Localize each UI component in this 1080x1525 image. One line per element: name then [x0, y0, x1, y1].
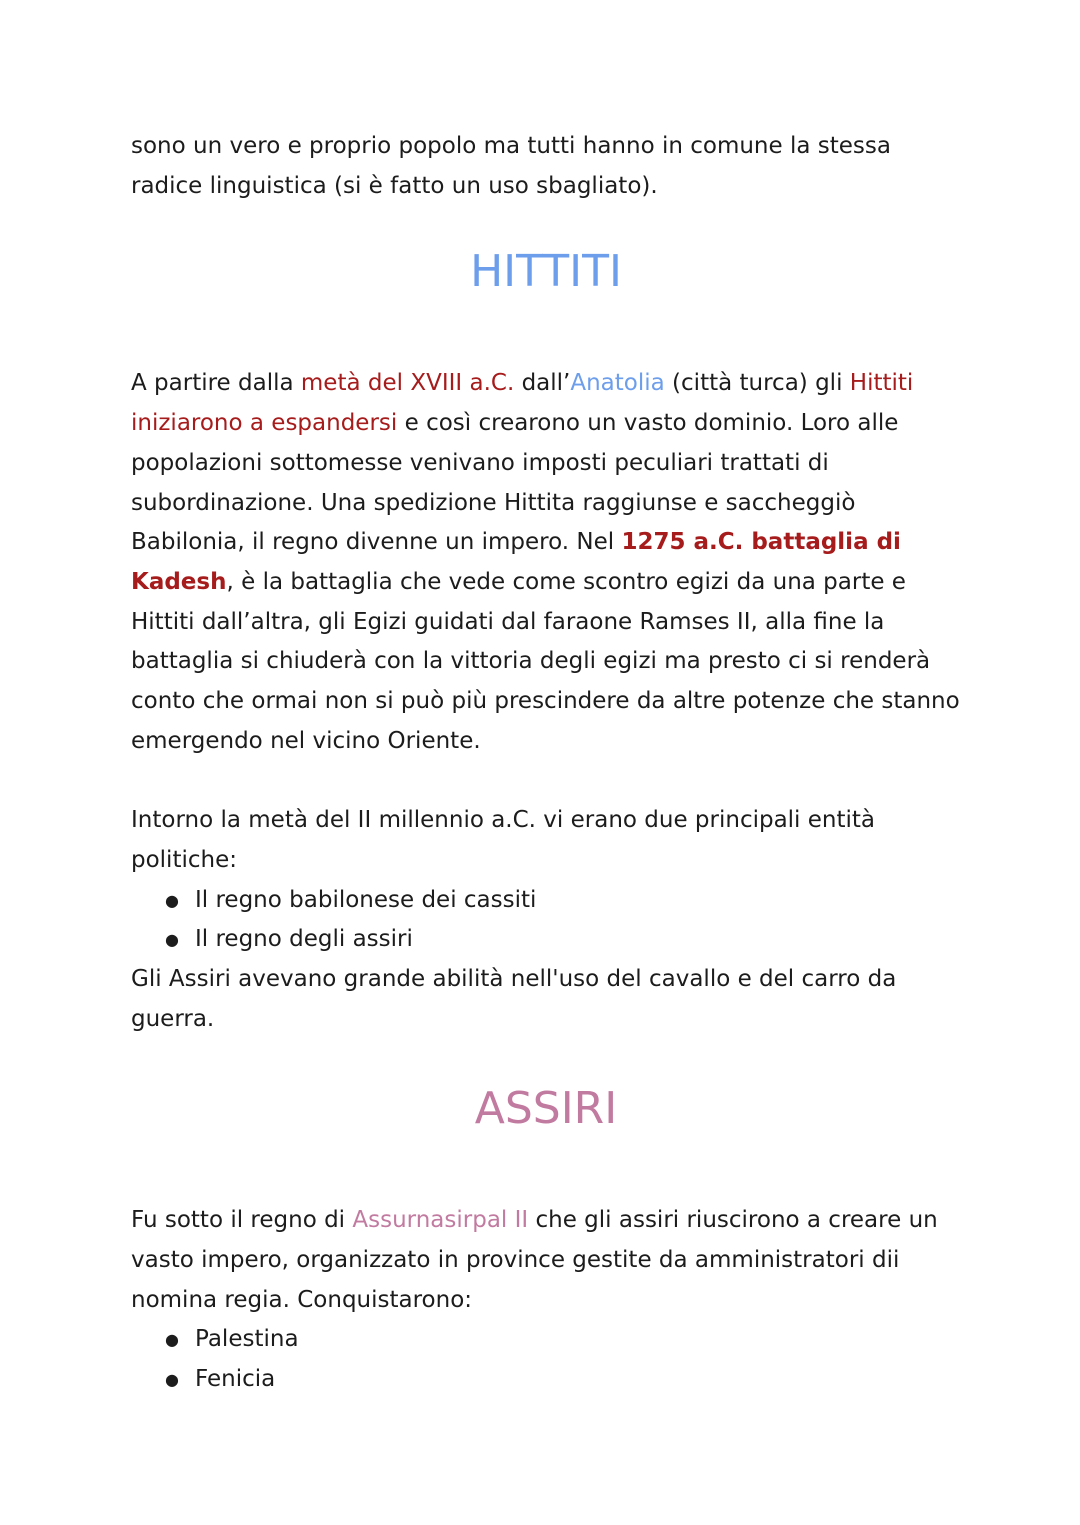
highlight-anatolia: Anatolia	[570, 370, 665, 397]
list-item-text: Il regno babilonese dei cassiti	[195, 886, 537, 913]
hittiti-paragraph-3: Gli Assiri avevano grande abilità nell'uso del cavallo e del carro da guerra.	[131, 965, 897, 1032]
heading-assiri: ASSIRI	[474, 1083, 618, 1135]
list-item	[131, 920, 961, 960]
list-item-text: Il regno degli assiri	[195, 926, 413, 953]
highlight-meta-xviii: metà del XVIII a.C.	[300, 370, 515, 397]
text-segment: che gli assiri riuscirono a creare un vasto impero, organizzato in province gestite da amministratori dii nomina regia. Conquistarono:	[131, 1207, 938, 1313]
heading-hittiti: HITTITI	[470, 246, 622, 298]
bullet-icon: ●	[165, 930, 179, 950]
assiri-paragraph-1	[131, 1201, 961, 1320]
conquests-list	[131, 1320, 961, 1399]
text-segment: , è la battaglia che vede come scontro egizi da una parte e Hittiti dall’altra, gli Egizi guidati dal faraone Ramses II, alla fine la battaglia si chiuderà con la vittoria degli egizi ma presto ci si renderà conto che ormai non si può più prescindere da altre potenze che stanno emergendo nel vicino Oriente.	[131, 568, 960, 754]
text-segment: Fu sotto il regno di	[131, 1207, 353, 1234]
list-item-text: Palestina	[195, 1326, 299, 1353]
text-segment: e così crearono un vasto dominio. Loro alle popolazioni sottomesse venivano imposti peculiari trattati di subordinazione. Una spedizione Hittita raggiunse e saccheggiò Babilonia, il regno divenne un impero. Nel	[131, 410, 899, 556]
paragraph-gap	[131, 761, 961, 801]
text-segment: A partire dalla	[131, 370, 301, 397]
bullet-icon: ●	[165, 1370, 179, 1390]
list-item	[131, 881, 961, 921]
text-segment: dall’	[514, 370, 571, 397]
list-item	[131, 1320, 961, 1360]
document-page	[131, 127, 961, 1400]
bullet-icon: ●	[165, 1330, 179, 1350]
list-item	[131, 1360, 961, 1400]
intro-paragraph: sono un vero e proprio popolo ma tutti hanno in comune la stessa radice linguistica (si è fatto un uso sbagliato).	[131, 133, 891, 199]
highlight-battaglia-kadesh: 1275 a.C. battaglia di Kadesh	[131, 529, 901, 595]
text-segment: (città turca) gli	[664, 370, 850, 397]
highlight-hittiti-espansione: Hittiti iniziarono a espandersi	[131, 370, 914, 437]
bullet-icon: ●	[165, 890, 179, 910]
hittiti-paragraph-2: Intorno la metà del II millennio a.C. vi erano due principali entità politiche:	[131, 807, 876, 873]
list-item-text: Fenicia	[195, 1366, 276, 1393]
hittiti-paragraph-1	[131, 364, 961, 761]
political-entities-list	[131, 881, 961, 960]
highlight-assurnasirpal: Assurnasirpal II	[352, 1207, 529, 1234]
